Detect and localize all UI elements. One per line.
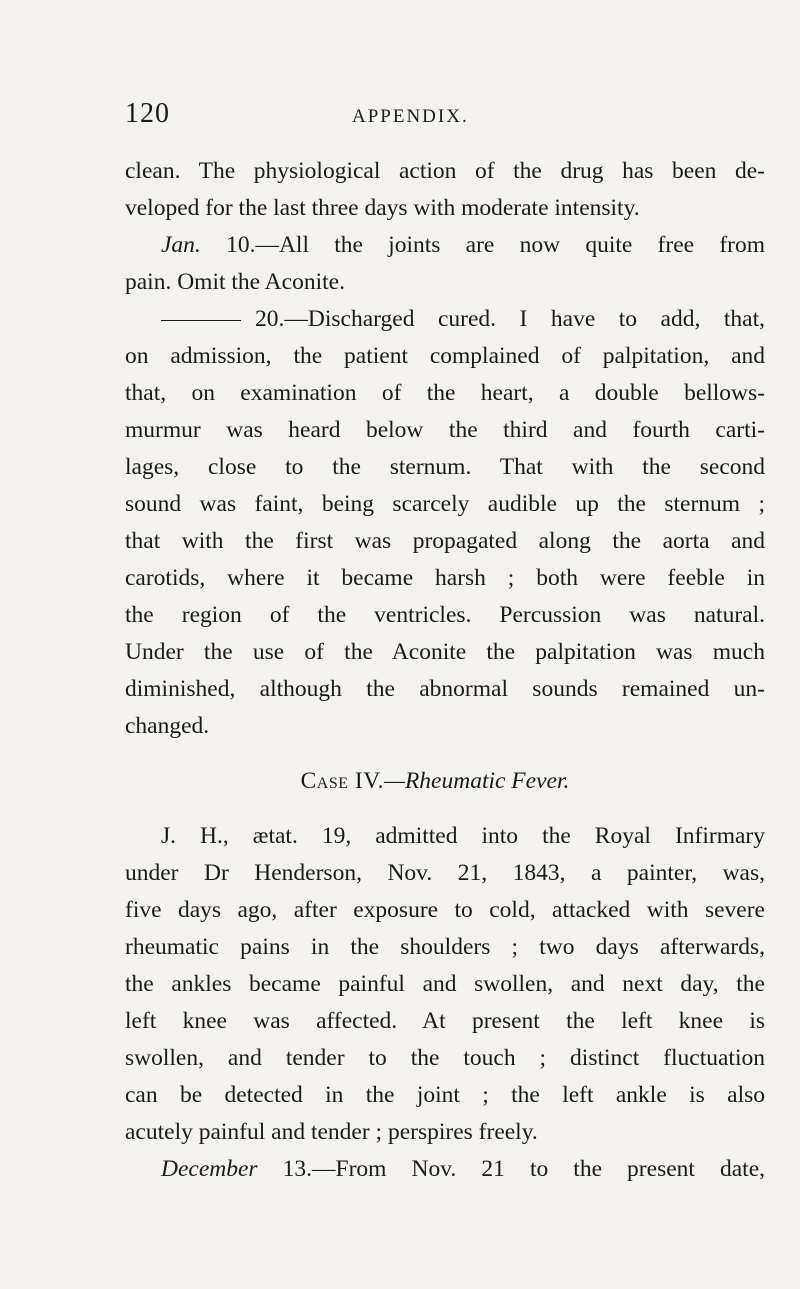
date-label: December (161, 1156, 258, 1182)
paragraph-1 (125, 153, 765, 227)
ditto-dash (161, 320, 241, 321)
text-line: J. H., ætat. 19, admitted into the Royal Infirmary (161, 823, 765, 849)
text-line: swollen, and tender to the touch ; distinct fluctuation (125, 1045, 765, 1071)
text-line: sound was faint, being scarcely audible up the sternum ; (125, 491, 765, 517)
text-line: diminished, although the abnormal sounds remained un- (125, 676, 765, 702)
text-line: lages, close to the sternum. That with the second (125, 454, 765, 480)
running-head: APPENDIX. (352, 106, 469, 127)
text-line: veloped for the last three days with moderate intensity. (125, 195, 640, 221)
text-line: the ankles became painful and swollen, and next day, the (125, 971, 765, 997)
text-line (125, 1151, 765, 1188)
body-text (125, 153, 765, 1188)
section-spacer (125, 745, 765, 763)
text-line: can be detected in the joint ; the left ankle is also (125, 1082, 765, 1108)
text-line: the region of the ventricles. Percussion was natural. (125, 602, 765, 628)
text-line: clean. The physiological action of the drug has been de- (125, 158, 765, 184)
section-spacer (125, 800, 765, 818)
text-line (125, 227, 765, 264)
page-number: 120 (125, 98, 170, 129)
case-title: —Rheumatic Fever. (384, 768, 570, 794)
paragraph-4 (125, 818, 765, 1151)
text-line: acutely painful and tender ; perspires freely. (125, 1119, 538, 1145)
text-line: left knee was affected. At present the left knee is (125, 1008, 765, 1034)
text-line: Under the use of the Aconite the palpitation was much (125, 639, 765, 665)
text-line: murmur was heard below the third and fourth carti- (125, 417, 765, 443)
text-line: that, on examination of the heart, a double bellows- (125, 380, 765, 406)
text-span: 13.—From Nov. 21 to the present date, (257, 1156, 765, 1182)
paragraph-2 (125, 227, 765, 301)
text-line: under Dr Henderson, Nov. 21, 1843, a painter, was, (125, 860, 765, 886)
text-line: rheumatic pains in the shoulders ; two days afterwards, (125, 934, 765, 960)
text-line: pain. Omit the Aconite. (125, 269, 345, 295)
text-span: 10.—All the joints are now quite free from (200, 232, 765, 258)
text-line: changed. (125, 713, 210, 739)
text-line: on admission, the patient complained of palpitation, and (125, 343, 765, 369)
text-line: that with the first was propagated along the aorta and (125, 528, 765, 554)
case-label: Case IV. (300, 768, 385, 794)
text-line: five days ago, after exposure to cold, attacked with severe (125, 897, 765, 923)
case-heading (125, 763, 765, 800)
page-header (125, 98, 765, 138)
text-line (125, 301, 765, 338)
date-label: Jan. (161, 232, 201, 258)
text-span: 20.—Discharged cured. I have to add, that, (255, 306, 765, 332)
text-line: carotids, where it became harsh ; both were feeble in (125, 565, 765, 591)
paragraph-5 (125, 1151, 765, 1188)
paragraph-3 (125, 301, 765, 745)
